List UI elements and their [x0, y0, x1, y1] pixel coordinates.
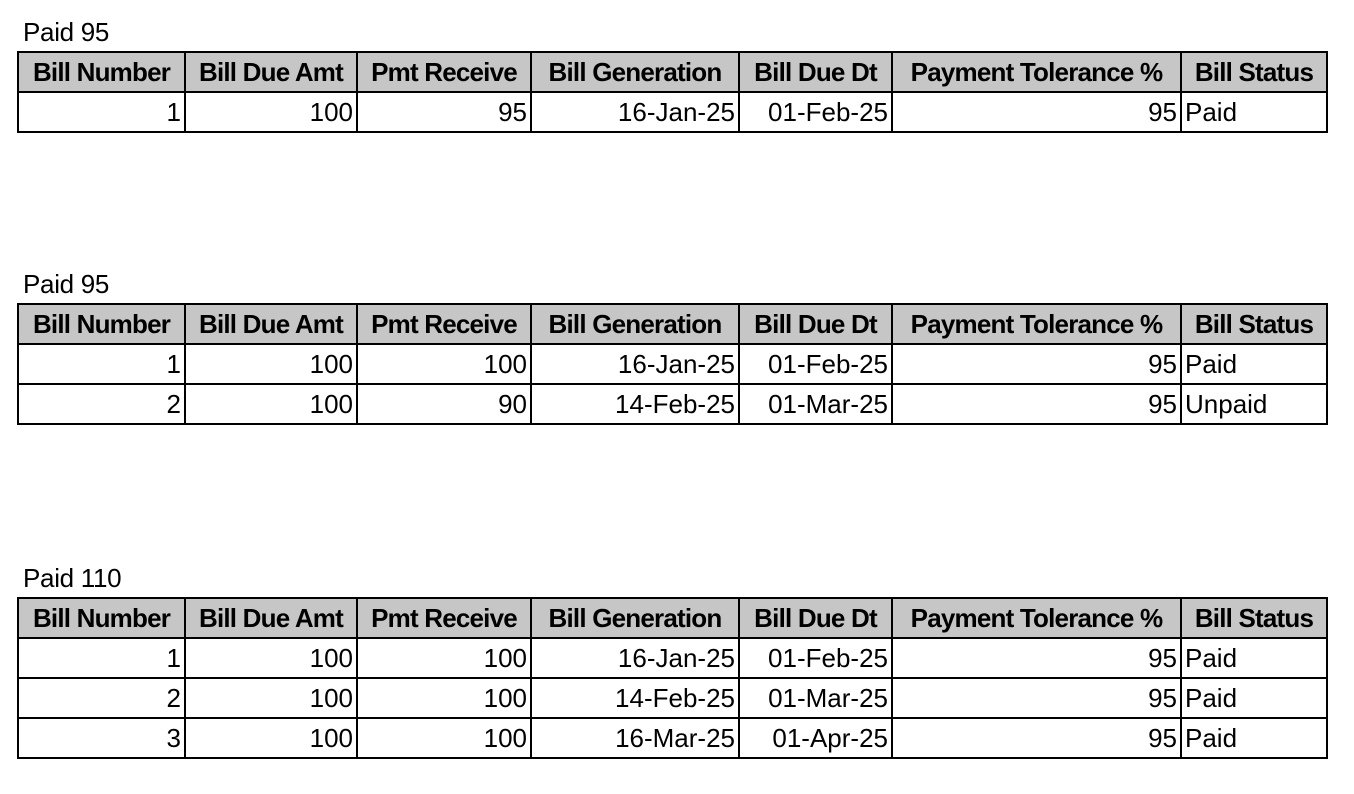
cell-bill-number: 1 [18, 344, 185, 384]
cell-bill-number: 3 [18, 718, 185, 758]
cell-payment-tolerance: 95 [892, 92, 1181, 132]
cell-bill-generation: 16-Jan-25 [531, 92, 739, 132]
cell-bill-due-amt: 100 [185, 638, 357, 678]
column-header-payment-tolerance: Payment Tolerance % [892, 52, 1181, 92]
column-header-pmt-receive: Pmt Receive [357, 304, 531, 344]
column-header-bill-number: Bill Number [18, 598, 185, 638]
cell-bill-status: Paid [1181, 638, 1327, 678]
cell-bill-status: Unpaid [1181, 384, 1327, 424]
column-header-bill-status: Bill Status [1181, 598, 1327, 638]
cell-bill-due-amt: 100 [185, 344, 357, 384]
cell-pmt-receive: 100 [357, 718, 531, 758]
column-header-bill-due-dt: Bill Due Dt [739, 304, 892, 344]
cell-bill-generation: 16-Jan-25 [531, 638, 739, 678]
cell-bill-due-dt: 01-Feb-25 [739, 638, 892, 678]
cell-bill-due-dt: 01-Mar-25 [739, 384, 892, 424]
column-header-payment-tolerance: Payment Tolerance % [892, 304, 1181, 344]
column-header-bill-number: Bill Number [18, 52, 185, 92]
cell-pmt-receive: 100 [357, 678, 531, 718]
cell-bill-due-dt: 01-Apr-25 [739, 718, 892, 758]
section-caption: Paid 95 [23, 269, 110, 299]
column-header-pmt-receive: Pmt Receive [357, 598, 531, 638]
cell-bill-generation: 14-Feb-25 [531, 384, 739, 424]
cell-bill-status: Paid [1181, 92, 1327, 132]
column-header-payment-tolerance: Payment Tolerance % [892, 598, 1181, 638]
cell-bill-number: 2 [18, 678, 185, 718]
header-row [18, 52, 1327, 92]
cell-bill-due-amt: 100 [185, 718, 357, 758]
column-header-bill-status: Bill Status [1181, 304, 1327, 344]
header-row [18, 304, 1327, 344]
table-row [18, 678, 1327, 718]
cell-pmt-receive: 100 [357, 638, 531, 678]
cell-bill-due-dt: 01-Feb-25 [739, 92, 892, 132]
cell-payment-tolerance: 95 [892, 638, 1181, 678]
cell-bill-generation: 16-Mar-25 [531, 718, 739, 758]
bills-table [17, 303, 1328, 425]
column-header-bill-due-amt: Bill Due Amt [185, 598, 357, 638]
column-header-bill-generation: Bill Generation [531, 598, 739, 638]
cell-payment-tolerance: 95 [892, 678, 1181, 718]
cell-pmt-receive: 90 [357, 384, 531, 424]
cell-payment-tolerance: 95 [892, 344, 1181, 384]
table-row [18, 718, 1327, 758]
header-row [18, 598, 1327, 638]
table-row [18, 344, 1327, 384]
column-header-bill-due-amt: Bill Due Amt [185, 52, 357, 92]
cell-bill-number: 1 [18, 92, 185, 132]
column-header-bill-due-dt: Bill Due Dt [739, 598, 892, 638]
column-header-bill-generation: Bill Generation [531, 304, 739, 344]
column-header-bill-number: Bill Number [18, 304, 185, 344]
column-header-bill-generation: Bill Generation [531, 52, 739, 92]
table-row [18, 384, 1327, 424]
column-header-bill-due-dt: Bill Due Dt [739, 52, 892, 92]
cell-bill-due-dt: 01-Feb-25 [739, 344, 892, 384]
cell-bill-due-dt: 01-Mar-25 [739, 678, 892, 718]
cell-bill-status: Paid [1181, 718, 1327, 758]
cell-bill-status: Paid [1181, 678, 1327, 718]
table-row [18, 638, 1327, 678]
bills-table [17, 51, 1328, 133]
cell-bill-number: 1 [18, 638, 185, 678]
cell-payment-tolerance: 95 [892, 718, 1181, 758]
cell-bill-generation: 16-Jan-25 [531, 344, 739, 384]
table-row [18, 92, 1327, 132]
cell-bill-number: 2 [18, 384, 185, 424]
cell-payment-tolerance: 95 [892, 384, 1181, 424]
cell-bill-due-amt: 100 [185, 92, 357, 132]
section-caption: Paid 95 [23, 17, 110, 47]
column-header-bill-status: Bill Status [1181, 52, 1327, 92]
column-header-pmt-receive: Pmt Receive [357, 52, 531, 92]
cell-bill-status: Paid [1181, 344, 1327, 384]
column-header-bill-due-amt: Bill Due Amt [185, 304, 357, 344]
cell-pmt-receive: 95 [357, 92, 531, 132]
bills-table [17, 597, 1328, 759]
cell-bill-due-amt: 100 [185, 678, 357, 718]
section-caption: Paid 110 [23, 563, 122, 593]
cell-bill-due-amt: 100 [185, 384, 357, 424]
cell-pmt-receive: 100 [357, 344, 531, 384]
cell-bill-generation: 14-Feb-25 [531, 678, 739, 718]
